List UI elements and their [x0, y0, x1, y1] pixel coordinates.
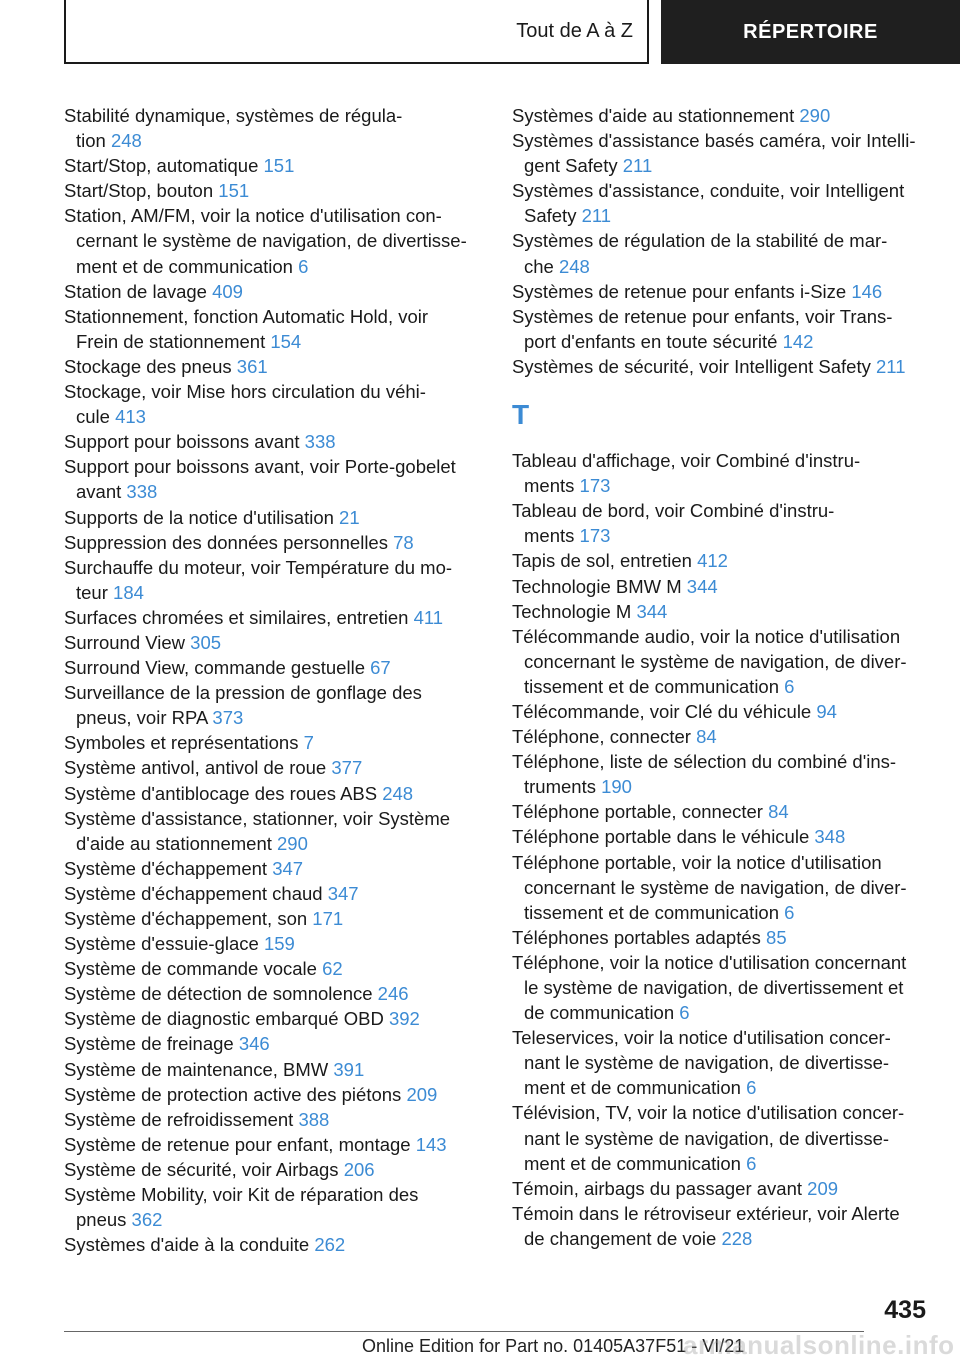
entry-text: Système de protection active des piétons — [64, 1083, 407, 1105]
entry-text: concernant le système de navigation, de diver‐ — [524, 876, 907, 898]
index-entry — [64, 1182, 478, 1232]
page-link[interactable]: 84 — [768, 801, 789, 823]
index-entry — [512, 950, 924, 1025]
index-entry — [64, 931, 478, 956]
page-link[interactable]: 78 — [393, 531, 414, 553]
page-link[interactable]: 6 — [679, 1002, 690, 1024]
page-link[interactable]: 373 — [212, 707, 244, 729]
index-entry — [512, 749, 924, 799]
index-column-left — [64, 103, 478, 1257]
entry-text: concernant le système de navigation, de diver‐ — [524, 650, 907, 672]
entry-text: tissement et de communication — [524, 675, 785, 697]
index-entry — [64, 178, 478, 203]
entry-text: Système d'assistance, stationner, voir Système — [64, 807, 451, 829]
page-link[interactable]: 377 — [331, 757, 363, 779]
index-entry — [64, 505, 478, 530]
index-entry — [64, 806, 478, 856]
index-entry — [512, 354, 924, 379]
index-entry — [64, 856, 478, 881]
index-entry — [64, 153, 478, 178]
index-entry — [512, 799, 924, 824]
index-entry — [512, 925, 924, 950]
entry-text: teur — [76, 581, 114, 603]
page-link[interactable]: 347 — [272, 857, 304, 879]
page-link[interactable]: 211 — [581, 205, 612, 227]
index-entry — [64, 379, 478, 429]
page-link[interactable]: 248 — [110, 130, 142, 152]
index-entry — [512, 228, 924, 278]
page-link[interactable]: 173 — [579, 525, 611, 547]
entry-text: ment et de communication — [524, 1077, 747, 1099]
page-link[interactable]: 142 — [782, 330, 814, 352]
index-entry — [512, 824, 924, 849]
page-link[interactable]: 154 — [270, 330, 302, 352]
entry-text: de changement de voie — [524, 1227, 722, 1249]
index-entry — [64, 1082, 478, 1107]
entry-text: Témoin dans le rétroviseur extérieur, voir Alerte — [512, 1202, 900, 1224]
index-entry — [64, 981, 478, 1006]
index-entry — [512, 548, 924, 573]
entry-text: Start/Stop, bouton — [64, 180, 219, 202]
entry-text: Technologie M — [512, 600, 637, 622]
entry-text: Systèmes de retenue pour enfants i-Size — [512, 280, 852, 302]
index-entry — [512, 1100, 924, 1175]
entry-text: Système d'antiblocage des roues ABS — [64, 782, 383, 804]
entry-text: Surround View — [64, 631, 191, 653]
page-link[interactable]: 211 — [876, 355, 906, 377]
entry-text: Suppression des données personnelles — [64, 531, 394, 553]
page-link[interactable]: 85 — [766, 926, 787, 948]
entry-text: Station, AM/FM, voir la notice d'utilisation con‐ — [64, 205, 442, 227]
entry-text: Système d'échappement — [64, 857, 273, 879]
page-link[interactable]: 206 — [343, 1158, 375, 1180]
entry-text: Système d'échappement, son — [64, 908, 313, 929]
section-spacer — [512, 379, 924, 391]
page-link[interactable]: 362 — [131, 1209, 163, 1231]
page-link[interactable]: 344 — [636, 600, 668, 622]
entry-text: truments — [524, 776, 602, 798]
index-entry — [64, 730, 478, 755]
entry-text: Stationnement, fonction Automatic Hold, voir — [64, 305, 429, 327]
index-entry — [64, 906, 478, 931]
entry-text: Système de diagnostic embarqué OBD — [64, 1008, 389, 1030]
page-link[interactable]: 290 — [277, 832, 308, 854]
entry-text: Télécommande, voir Clé du véhicule — [512, 700, 817, 722]
page-link[interactable]: 338 — [126, 481, 158, 503]
entry-text: Support pour boissons avant — [64, 431, 305, 453]
page-link[interactable]: 171 — [312, 908, 344, 929]
section-tab — [64, 0, 649, 64]
entry-text: cule — [76, 406, 116, 428]
entry-text: Surveillance de la pression de gonflage des — [64, 682, 422, 704]
page-link[interactable]: 6 — [298, 255, 309, 277]
page-link[interactable]: 409 — [212, 280, 243, 302]
entry-text: Surchauffe du moteur, voir Température du mo‐ — [64, 556, 453, 578]
entry-text: Téléphone portable, voir la notice d'utilisation — [512, 851, 882, 873]
entry-text: pneus, voir RPA — [76, 707, 213, 729]
page-link[interactable]: 248 — [382, 782, 414, 804]
entry-text: tion — [76, 130, 111, 152]
entry-text: de communication — [524, 1002, 680, 1024]
entry-text: ments — [524, 475, 580, 497]
entry-text: Stockage des pneus — [64, 355, 237, 377]
page-link[interactable]: 21 — [339, 506, 360, 528]
index-entry — [64, 203, 478, 278]
page-link[interactable]: 143 — [415, 1133, 447, 1155]
page-link[interactable]: 338 — [304, 431, 336, 453]
entry-text: ments — [524, 525, 580, 547]
page-link[interactable]: 346 — [238, 1033, 270, 1055]
entry-text: cernant le système de navigation, de divertisse‐ — [76, 230, 467, 252]
index-entry — [512, 724, 924, 749]
watermark-logo: armanualsonline.info — [683, 1330, 955, 1360]
page-link[interactable]: 211 — [622, 155, 653, 177]
page-link[interactable]: 6 — [784, 901, 795, 923]
entry-text: Support pour boissons avant, voir Porte-gobelet — [64, 456, 456, 478]
entry-text: Téléphone, voir la notice d'utilisation concernant — [512, 951, 907, 973]
entry-text: Station de lavage — [64, 280, 213, 302]
index-entry — [64, 304, 478, 354]
entry-text: tissement et de communication — [524, 901, 785, 923]
page-link[interactable]: 94 — [816, 700, 837, 722]
entry-text: Stockage, voir Mise hors circulation du véhi‐ — [64, 381, 426, 403]
page-link[interactable]: 159 — [263, 933, 295, 955]
entry-text: Système d'échappement chaud — [64, 882, 328, 904]
page-link[interactable]: 248 — [558, 255, 590, 277]
entry-text: Safety — [524, 205, 582, 227]
index-entry — [64, 1232, 478, 1257]
index-entry — [512, 1201, 924, 1251]
chapter-tab — [661, 0, 960, 64]
index-entry — [64, 530, 478, 555]
page-link[interactable]: 6 — [746, 1077, 757, 1099]
page-link[interactable]: 347 — [327, 882, 359, 904]
entry-text: Teleservices, voir la notice d'utilisation concer‐ — [512, 1027, 891, 1049]
index-entry — [512, 498, 924, 548]
entry-text: Système de freinage — [64, 1033, 239, 1055]
entry-text: Supports de la notice d'utilisation — [64, 506, 340, 528]
index-entry — [512, 103, 924, 128]
entry-text: Systèmes d'assistance, conduite, voir Intelligent — [512, 180, 905, 202]
entry-text: Télévision, TV, voir la notice d'utilisation concer‐ — [512, 1102, 905, 1124]
chapter-title: RÉPERTOIRE — [743, 20, 878, 43]
index-entry — [64, 680, 478, 730]
entry-text: Stabilité dynamique, systèmes de régula‐ — [64, 105, 403, 126]
entry-text: Tapis de sol, entretien — [512, 550, 698, 572]
page-link[interactable]: 151 — [218, 180, 250, 202]
index-entry — [64, 1157, 478, 1182]
entry-text: gent Safety — [524, 155, 623, 177]
index-entry — [512, 304, 924, 354]
page-link[interactable]: 7 — [303, 732, 314, 754]
page-link[interactable]: 391 — [333, 1058, 365, 1080]
page-link[interactable]: 388 — [298, 1108, 330, 1130]
entry-text: Symboles et représentations — [64, 732, 304, 754]
entry-text: nant le système de navigation, de divertisse‐ — [524, 1127, 890, 1149]
page-link[interactable]: 151 — [263, 155, 295, 177]
page-link[interactable]: 228 — [721, 1227, 753, 1249]
index-entry — [512, 279, 924, 304]
entry-text: port d'enfants en toute sécurité — [524, 330, 783, 352]
entry-text: Système de refroidissement — [64, 1108, 299, 1130]
entry-text: Système de commande vocale — [64, 958, 323, 980]
index-entry — [64, 605, 478, 630]
index-entry — [512, 1025, 924, 1100]
index-entry — [64, 1031, 478, 1056]
page-link[interactable]: 392 — [388, 1008, 420, 1030]
index-entry — [64, 956, 478, 981]
index-entry — [64, 1132, 478, 1157]
entry-text: Système de retenue pour enfant, montage — [64, 1133, 416, 1155]
page-link[interactable]: 146 — [851, 280, 883, 302]
page-link[interactable]: 173 — [579, 475, 611, 497]
index-group-s — [512, 103, 924, 379]
index-entry — [64, 454, 478, 504]
index-entry — [64, 881, 478, 906]
page-link[interactable]: 209 — [807, 1177, 839, 1199]
entry-text: Systèmes de sécurité, voir Intelligent Safety — [512, 355, 877, 377]
entry-text: d'aide au stationnement — [76, 832, 278, 854]
index-entry — [512, 1176, 924, 1201]
index-entry — [64, 1107, 478, 1132]
index-entry — [64, 655, 478, 680]
index-entry — [64, 1006, 478, 1031]
entry-text: pneus — [76, 1209, 132, 1231]
entry-text: Frein de stationnement — [76, 330, 271, 352]
entry-text: Téléphones portables adaptés — [512, 926, 767, 948]
entry-text: Tableau d'affichage, voir Combiné d'instru‐ — [512, 450, 861, 472]
page-link[interactable]: 184 — [113, 581, 144, 603]
page-link[interactable]: 67 — [370, 657, 391, 679]
entry-text: Téléphone, liste de sélection du combiné d'ins‐ — [512, 751, 897, 773]
index-entry — [64, 429, 478, 454]
page-link[interactable]: 413 — [115, 406, 146, 428]
page-link[interactable]: 290 — [799, 105, 831, 126]
entry-text: Surround View, commande gestuelle — [64, 657, 371, 679]
footer-edition: Online Edition for Part no. 01405A37F51 - VI/21 — [362, 1336, 745, 1356]
entry-text: Téléphone portable, connecter — [512, 801, 769, 823]
page-link[interactable]: 361 — [236, 355, 268, 377]
entry-text: Systèmes d'aide à la conduite — [64, 1234, 315, 1256]
entry-text: Surfaces chromées et similaires, entretien — [64, 606, 414, 628]
page-link[interactable]: 412 — [697, 550, 728, 572]
index-column-right — [512, 103, 924, 1251]
index-entry — [64, 755, 478, 780]
index-entry — [512, 699, 924, 724]
entry-text: Systèmes d'aide au stationnement — [512, 105, 800, 126]
page-link[interactable]: 190 — [601, 776, 632, 798]
entry-text: Systèmes de retenue pour enfants, voir Trans‐ — [512, 305, 893, 327]
entry-text: Systèmes de régulation de la stabilité de mar‐ — [512, 230, 888, 252]
entry-text: Télécommande audio, voir la notice d'utilisation — [512, 625, 901, 647]
entry-text: Téléphone portable dans le véhicule — [512, 826, 815, 848]
page-link[interactable]: 6 — [746, 1152, 757, 1174]
index-entry — [512, 178, 924, 228]
page-link[interactable]: 344 — [686, 575, 718, 597]
entry-text: avant — [76, 481, 127, 503]
entry-text: Système de sécurité, voir Airbags — [64, 1158, 344, 1180]
page-link[interactable]: 209 — [406, 1083, 438, 1105]
index-entry — [64, 555, 478, 605]
index-entry — [512, 624, 924, 699]
entry-text: Système Mobility, voir Kit de réparation des — [64, 1184, 419, 1206]
index-entry — [64, 781, 478, 806]
page-link[interactable]: 6 — [784, 675, 795, 697]
entry-text: ment et de communication — [76, 255, 299, 277]
entry-text: Systèmes d'assistance basés caméra, voir Intelli‐ — [512, 130, 916, 152]
index-entry — [64, 354, 478, 379]
entry-text: Tableau de bord, voir Combiné d'instru‐ — [512, 500, 835, 522]
section-title: Tout de A à Z — [516, 19, 633, 42]
page-link[interactable]: 62 — [322, 958, 343, 980]
entry-text: Témoin, airbags du passager avant — [512, 1177, 808, 1199]
page-number: 435 — [884, 1296, 926, 1324]
index-entry — [64, 103, 478, 153]
entry-text: ment et de communication — [524, 1152, 747, 1174]
index-entry — [64, 279, 478, 304]
index-entry — [512, 599, 924, 624]
entry-text: Système antivol, antivol de roue — [64, 757, 332, 779]
page-link[interactable]: 262 — [314, 1234, 346, 1256]
index-entry — [512, 850, 924, 925]
entry-text: Système d'essuie-glace — [64, 933, 264, 955]
entry-text: Système de maintenance, BMW — [64, 1058, 334, 1080]
index-entry — [512, 128, 924, 178]
index-entry — [512, 448, 924, 498]
index-entry — [64, 630, 478, 655]
entry-text: Téléphone, connecter — [512, 726, 697, 748]
entry-text: Système de détection de somnolence — [64, 983, 378, 1005]
index-group-t — [512, 448, 924, 1251]
page-link[interactable]: 84 — [696, 726, 717, 748]
section-letter-heading: T — [512, 399, 530, 431]
entry-text: Technologie BMW M — [512, 575, 687, 597]
page-link[interactable]: 305 — [190, 631, 222, 653]
entry-text: Start/Stop, automatique — [64, 155, 264, 177]
entry-text: che — [524, 255, 559, 277]
index-entry — [512, 574, 924, 599]
index-entry — [64, 1057, 478, 1082]
page-link[interactable]: 246 — [377, 983, 409, 1005]
entry-text: le système de navigation, de divertissement et — [524, 977, 904, 998]
page-link[interactable]: 348 — [814, 826, 846, 848]
page-link[interactable]: 411 — [413, 606, 444, 628]
entry-text: nant le système de navigation, de divertisse‐ — [524, 1052, 890, 1074]
